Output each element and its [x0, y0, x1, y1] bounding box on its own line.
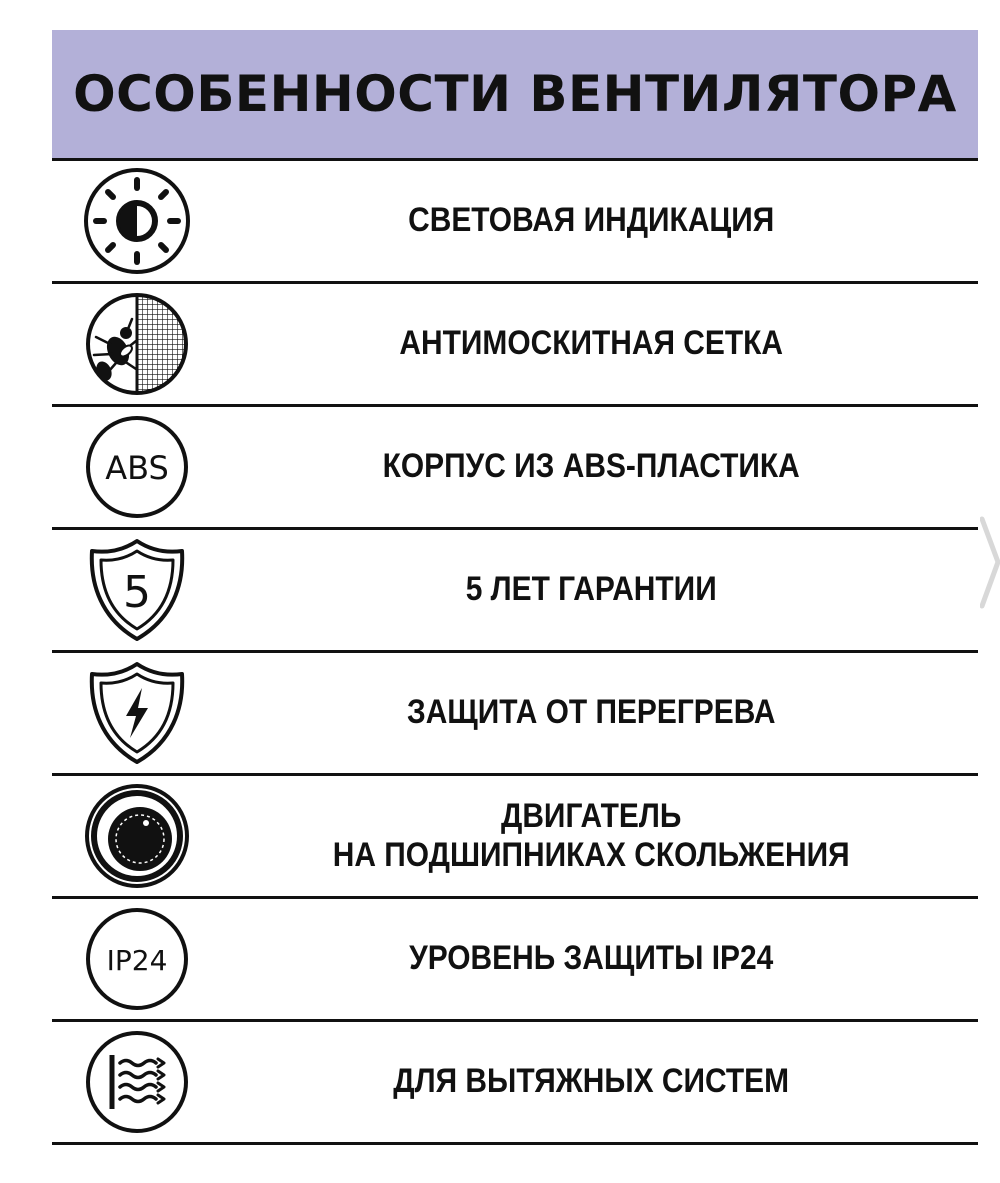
- svg-text:ABS: ABS: [105, 449, 169, 487]
- feature-label: 5 ЛЕТ ГАРАНТИИ: [465, 570, 717, 609]
- features-table: [52, 30, 978, 1145]
- lightning-shield-icon: [82, 658, 192, 768]
- bearing-icon: [82, 781, 192, 891]
- feature-label: КОРПУС ИЗ ABS-ПЛАСТИКА: [382, 447, 800, 486]
- mosquito-net-icon: [82, 289, 192, 399]
- svg-text:5: 5: [123, 567, 151, 618]
- feature-label: СВЕТОВАЯ ИНДИКАЦИЯ: [408, 201, 775, 240]
- ip24-icon: [82, 904, 192, 1014]
- feature-label: ДВИГАТЕЛЬ НА ПОДШИПНИКАХ СКОЛЬЖЕНИЯ: [332, 796, 850, 874]
- header-banner: [52, 30, 978, 161]
- warranty-shield-icon: [82, 535, 192, 645]
- feature-row: [52, 284, 978, 407]
- feature-row: [52, 407, 978, 530]
- feature-label: УРОВЕНЬ ЗАЩИТЫ IP24: [409, 939, 774, 978]
- airflow-icon: [82, 1027, 192, 1137]
- feature-row: [52, 899, 978, 1022]
- feature-row: [52, 530, 978, 653]
- feature-label: АНТИМОСКИТНАЯ СЕТКА: [399, 324, 783, 363]
- chevron-right-icon[interactable]: [980, 515, 1000, 610]
- abs-icon: [82, 412, 192, 522]
- page-title: ОСОБЕННОСТИ ВЕНТИЛЯТОРА: [73, 65, 957, 123]
- feature-row: [52, 776, 978, 899]
- feature-label: ДЛЯ ВЫТЯЖНЫХ СИСТЕМ: [393, 1062, 790, 1101]
- light-indicator-icon: [82, 166, 192, 276]
- feature-row: [52, 1022, 978, 1145]
- feature-row: [52, 653, 978, 776]
- feature-label: ЗАЩИТА ОТ ПЕРЕГРЕВА: [406, 693, 776, 732]
- svg-text:IP24: IP24: [106, 944, 168, 977]
- feature-row: [52, 161, 978, 284]
